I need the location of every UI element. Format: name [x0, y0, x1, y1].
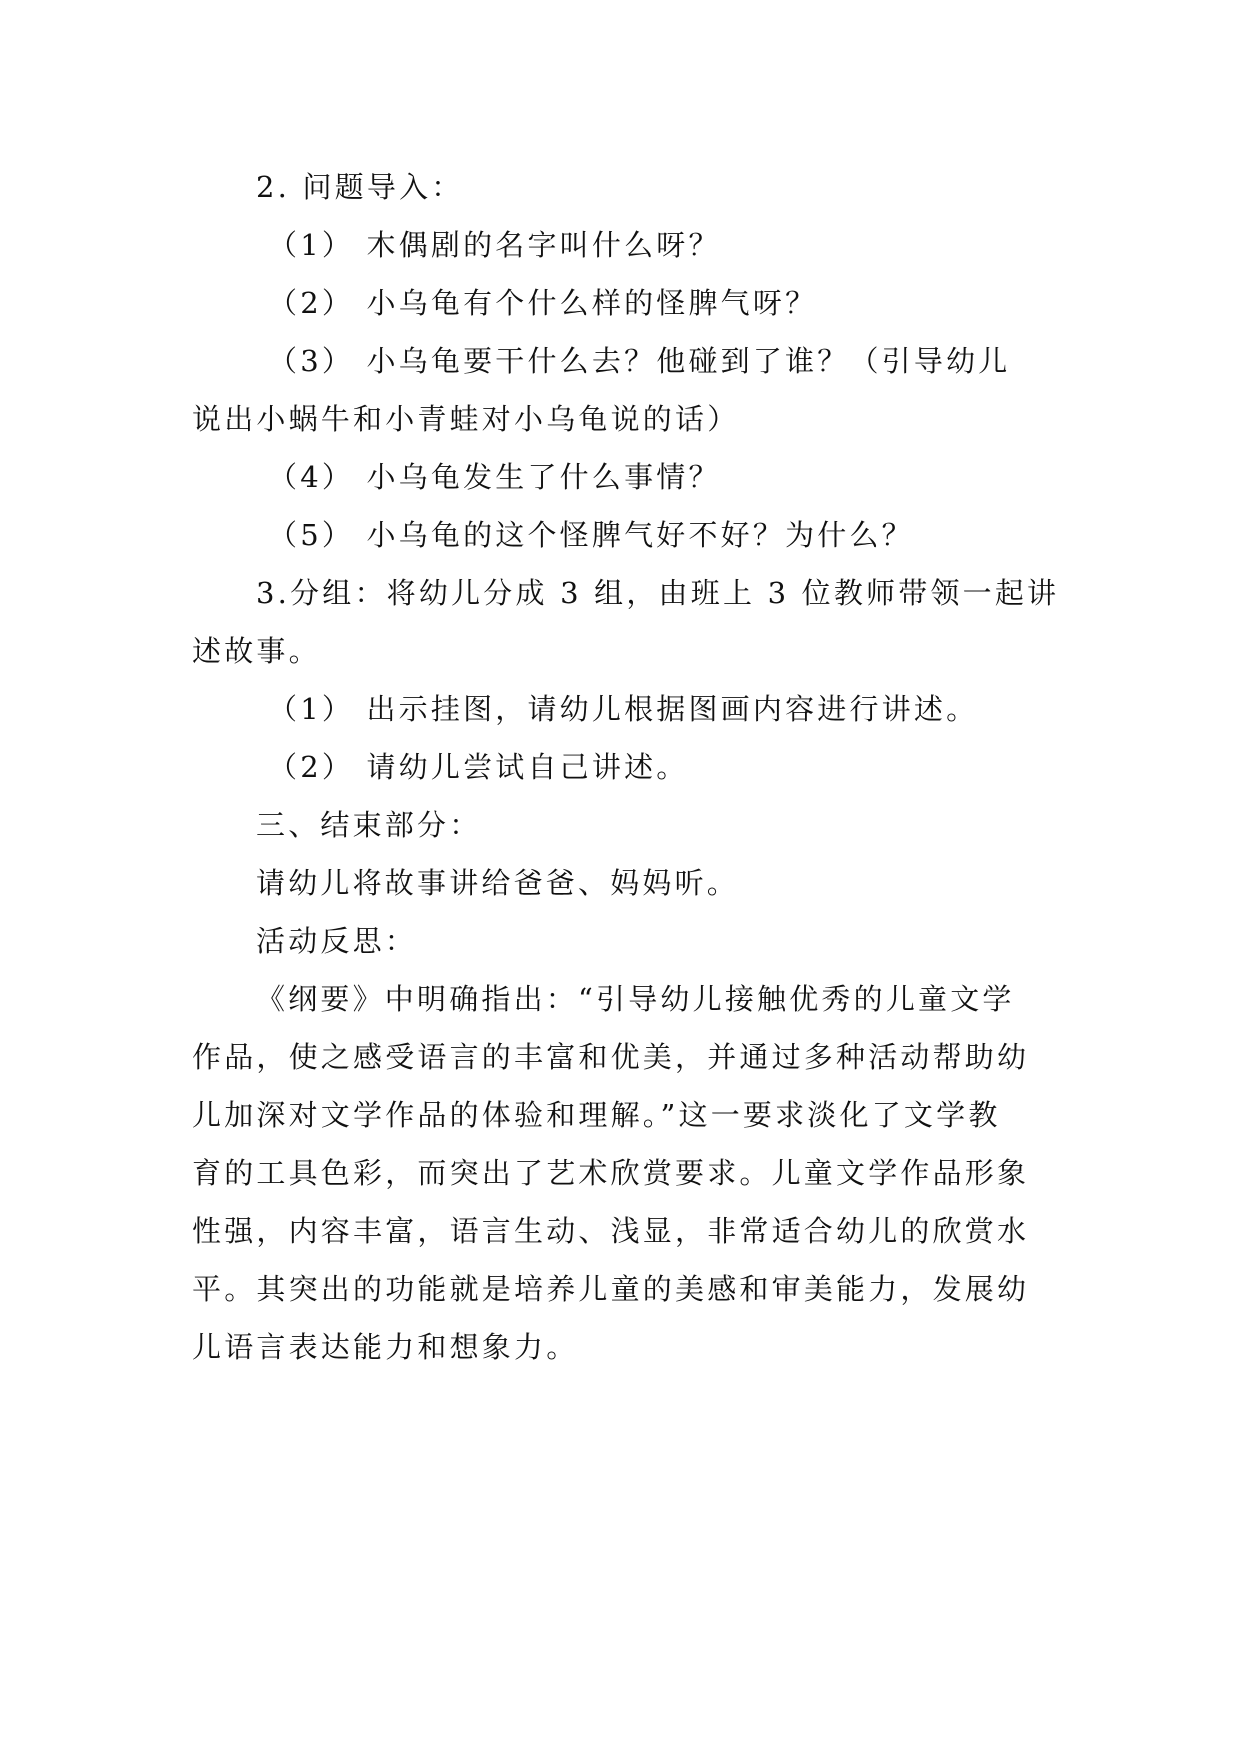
- section-heading-question-intro: 2. 问题导入：: [256, 170, 464, 204]
- reflection-line-3: 儿加深对文学作品的体验和理解。”这一要求淡化了文学教: [192, 1098, 1001, 1132]
- list-item-grouping-1: （1） 出示挂图，请幼儿根据图画内容进行讲述。: [268, 692, 979, 726]
- reflection-line-1: 《纲要》中明确指出：“引导幼儿接触优秀的儿童文学: [256, 982, 1015, 1016]
- list-item-question-3: （3） 小乌龟要干什么去？他碰到了谁？（引导幼儿: [268, 344, 1011, 378]
- reflection-line-4: 育的工具色彩，而突出了艺术欣赏要求。儿童文学作品形象: [192, 1156, 1030, 1190]
- reflection-line-5: 性强，内容丰富，语言生动、浅显，非常适合幼儿的欣赏水: [192, 1214, 1030, 1248]
- reflection-line-2: 作品，使之感受语言的丰富和优美，并通过多种活动帮助幼: [192, 1040, 1030, 1074]
- ending-text: 请幼儿将故事讲给爸爸、妈妈听。: [256, 866, 740, 900]
- section-heading-grouping: 3.分组：将幼儿分成 3 组，由班上 3 位教师带领一起讲: [256, 576, 1060, 610]
- list-item-question-2: （2） 小乌龟有个什么样的怪脾气呀？: [268, 286, 818, 320]
- list-item-question-3-continued: 说出小蜗牛和小青蛙对小乌龟说的话）: [192, 402, 740, 436]
- section-heading-grouping-continued: 述故事。: [192, 634, 321, 668]
- document-body: [192, 158, 1060, 1376]
- reflection-line-7: 儿语言表达能力和想象力。: [192, 1330, 579, 1364]
- list-item-question-1: （1） 木偶剧的名字叫什么呀？: [268, 228, 721, 262]
- section-heading-ending: 三、结束部分：: [256, 808, 482, 842]
- list-item-question-5: （5） 小乌龟的这个怪脾气好不好？为什么？: [268, 518, 914, 552]
- reflection-line-6: 平。其突出的功能就是培养儿童的美感和审美能力，发展幼: [192, 1272, 1030, 1306]
- list-item-question-4: （4） 小乌龟发生了什么事情？: [268, 460, 721, 494]
- section-heading-reflection: 活动反思：: [256, 924, 418, 958]
- list-item-grouping-2: （2） 请幼儿尝试自己讲述。: [268, 750, 689, 784]
